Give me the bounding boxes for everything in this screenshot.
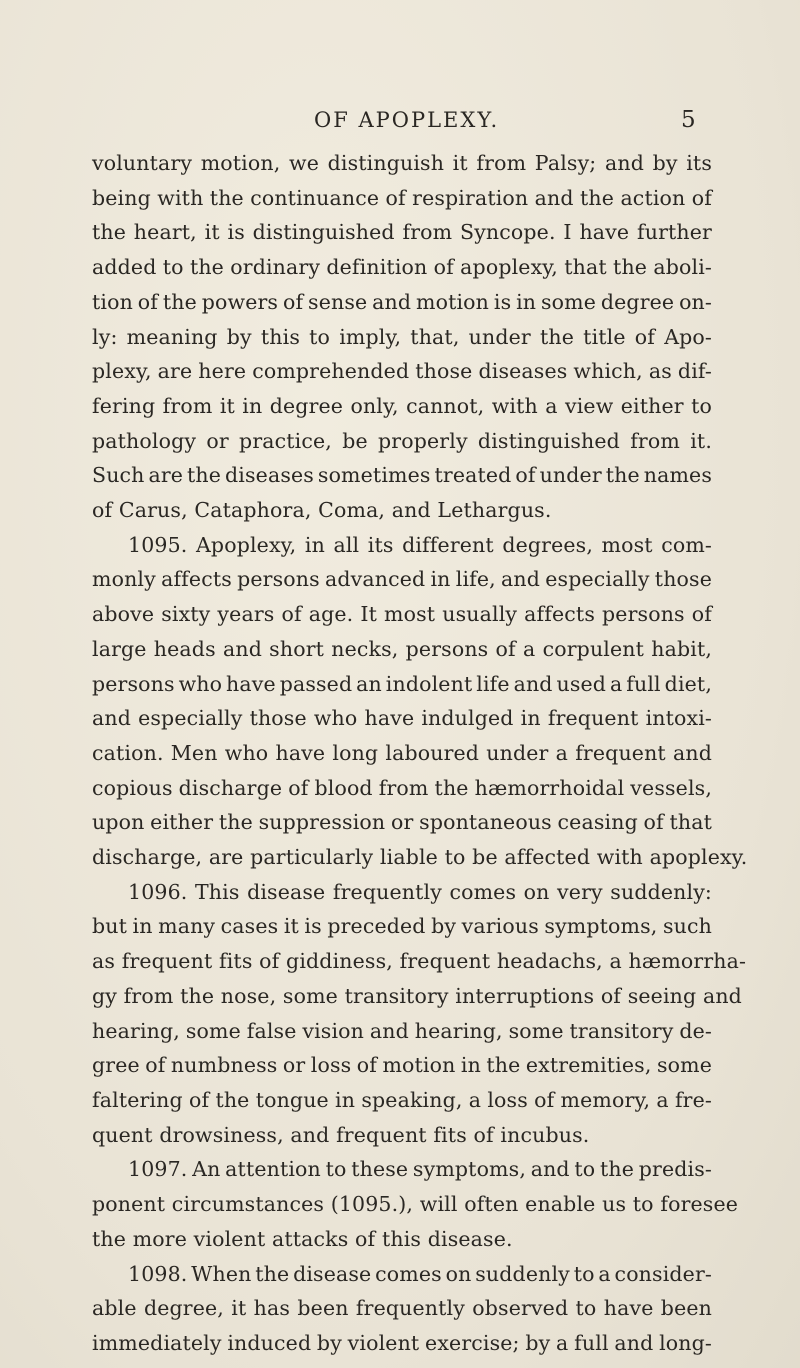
text-line: ponent circumstances (1095.), will often enable us to foresee (92, 1192, 739, 1217)
text-line: cation. Men who have long laboured under a frequent and (92, 740, 712, 765)
text-line: and especially those who have indulged in frequent intoxi- (92, 706, 712, 731)
page-header (0, 100, 800, 140)
text-line: added to the ordinary definition of apoplexy, that the aboli- (92, 255, 712, 280)
text-line: able degree, it has been frequently observed to have been (92, 1296, 712, 1321)
text-line: voluntary motion, we distinguish it from Palsy; and by its (92, 151, 712, 175)
text-line: Such are the diseases sometimes treated of under the names (92, 463, 712, 488)
text-line: being with the continuance of respiration and the action of (92, 185, 712, 210)
text-line: 1096. This disease frequently comes on very suddenly: (128, 879, 712, 904)
text-line: immediately induced by violent exercise; by a full and long- (92, 1330, 712, 1355)
text-line: but in many cases it is preceded by various symptoms, such (92, 914, 712, 939)
page-number: 5 (681, 107, 696, 133)
text-line: large heads and short necks, persons of a corpulent habit, (92, 636, 712, 661)
text-line: copious discharge of blood from the hæmorrhoidal vessels, (92, 775, 712, 800)
text-line: the more violent attacks of this disease. (92, 1226, 513, 1251)
text-line: gy from the nose, some transitory interruptions of seeing and (92, 983, 742, 1008)
text-line: as frequent fits of giddiness, frequent headachs, a hæmorrha- (92, 949, 747, 974)
paragraph-1096 (92, 875, 747, 1153)
text-line: faltering of the tongue in speaking, a loss of memory, a fre- (92, 1087, 712, 1112)
text-line: pathology or practice, be properly distinguished from it. (92, 428, 712, 453)
text-line: discharge, are particularly liable to be affected with apoplexy. (92, 845, 748, 870)
text-line: 1097. An attention to these symptoms, and to the predis- (128, 1157, 712, 1182)
body-text (92, 146, 748, 1361)
text-line: ly: meaning by this to imply, that, under the title of Apo- (92, 324, 712, 349)
text-line: quent drowsiness, and frequent fits of incubus. (92, 1122, 590, 1147)
paragraph-1097 (92, 1152, 739, 1256)
paragraph-1095 (92, 528, 748, 875)
text-line: persons who have passed an indolent life and used a full diet, (92, 671, 712, 696)
text-line: upon either the suppression or spontaneous ceasing of that (92, 810, 712, 835)
text-line: of Carus, Cataphora, Coma, and Lethargus. (92, 498, 552, 523)
text-line: the heart, it is distinguished from Syncope. I have further (92, 220, 712, 245)
running-head: OF APOPLEXY. (314, 108, 500, 132)
text-line: 1095. Apoplexy, in all its different degrees, most com- (128, 532, 712, 557)
text-line: 1098. When the disease comes on suddenly to a consider- (128, 1261, 712, 1286)
text-line: gree of numbness or loss of motion in the extremities, some (92, 1053, 712, 1078)
text-line: tion of the powers of sense and motion is in some degree on- (92, 289, 712, 314)
text-line: monly affects persons advanced in life, and especially those (92, 567, 712, 592)
text-line: fering from it in degree only, cannot, with a view either to (92, 393, 712, 418)
paragraph-1098 (92, 1257, 712, 1361)
text-line: above sixty years of age. It most usually affects persons of (92, 602, 712, 627)
text-line: hearing, some false vision and hearing, some transitory de- (92, 1018, 712, 1043)
text-line: plexy, are here comprehended those diseases which, as dif- (92, 359, 712, 384)
paragraph-definition-continued (92, 146, 712, 528)
